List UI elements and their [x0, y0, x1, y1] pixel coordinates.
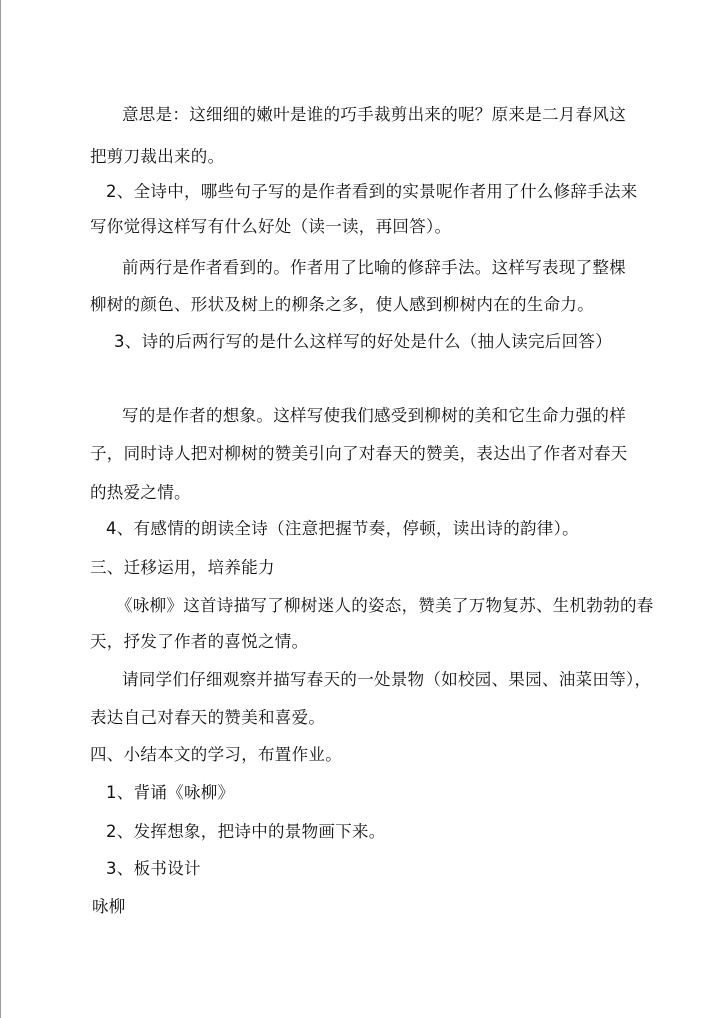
page-left-border	[0, 0, 1, 1018]
paragraph-line-meaning-1: 意思是：这细细的嫩叶是谁的巧手裁剪出来的呢？原来是二月春风这	[122, 105, 626, 124]
section-3-paragraph-2-line-1: 请同学们仔细观察并描写春天的一处景物（如校园、果园、油菜田等），	[122, 670, 652, 689]
homework-item-1: 1、背诵《咏柳》	[106, 783, 235, 802]
board-design-title: 咏柳	[92, 897, 126, 916]
section-3-paragraph-2-line-2: 表达自己对春天的赞美和喜爱。	[90, 708, 326, 727]
answer-3-line-2: 子，同时诗人把对柳树的赞美引向了对春天的赞美，表达出了作者对春天	[90, 444, 628, 463]
section-3-heading: 三、迁移运用，培养能力	[90, 558, 275, 577]
homework-item-2: 2、发挥想象，把诗中的景物画下来。	[106, 822, 386, 841]
item-4-line: 4、有感情的朗读全诗（注意把握节奏，停顿，读出诗的韵律）。	[106, 519, 579, 538]
paragraph-line-meaning-2: 把剪刀裁出来的。	[90, 147, 225, 166]
homework-item-3: 3、板书设计	[106, 859, 201, 878]
section-4-heading: 四、小结本文的学习，布置作业。	[90, 745, 342, 764]
answer-3-line-3: 的热爱之情。	[90, 483, 191, 502]
question-2-line-2: 写你觉得这样写有什么好处（读一读，再回答）。	[90, 217, 452, 236]
question-3-line: 3、诗的后两行写的是什么这样写的好处是什么（抽人读完后回答）	[114, 332, 612, 351]
section-3-paragraph-1-line-1: 《咏柳》这首诗描写了柳树迷人的姿态，赞美了万物复苏、生机勃勃的春	[116, 596, 654, 615]
answer-3-line-1: 写的是作者的想象。这样写使我们感受到柳树的美和它生命力强的样	[122, 406, 626, 425]
answer-2-line-2: 柳树的颜色、形状及树上的柳条之多，使人感到柳树内在的生命力。	[90, 295, 594, 314]
question-2-line-1: 2、全诗中，哪些句子写的是作者看到的实景呢作者用了什么修辞手法来	[106, 182, 638, 201]
answer-2-line-1: 前两行是作者看到的。作者用了比喻的修辞手法。这样写表现了整棵	[122, 258, 626, 277]
section-3-paragraph-1-line-2: 天，抒发了作者的喜悦之情。	[90, 632, 309, 651]
